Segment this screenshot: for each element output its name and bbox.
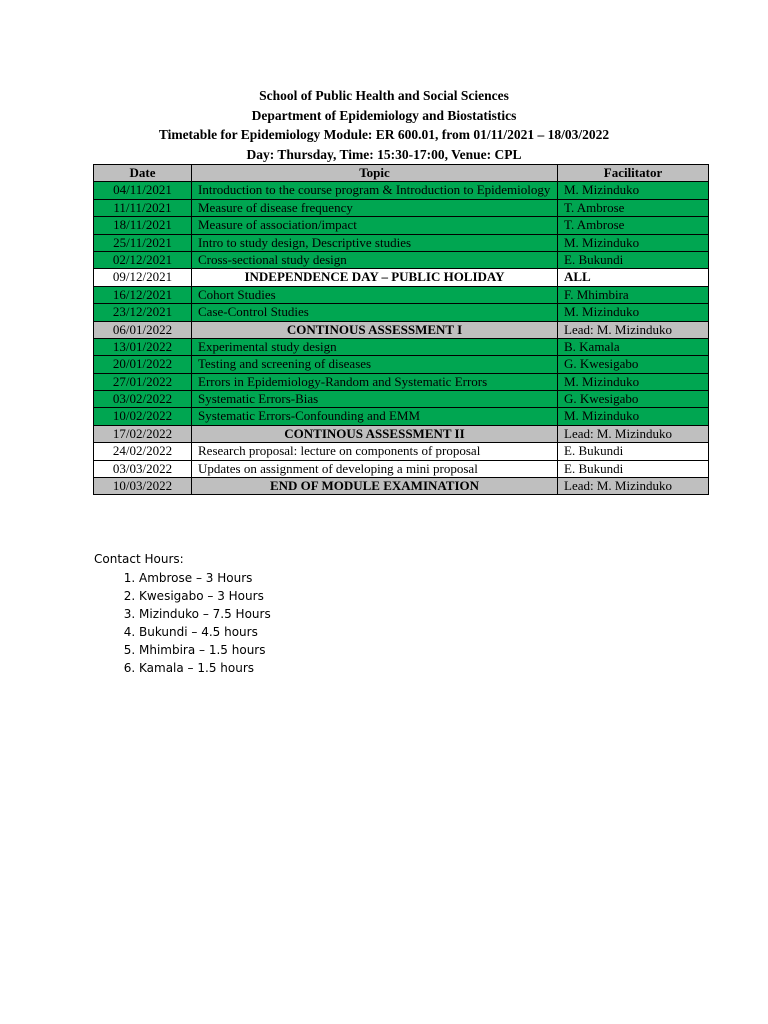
facilitator-cell: Lead: M. Mizinduko: [558, 425, 709, 442]
facilitator-cell: Lead: M. Mizinduko: [558, 321, 709, 338]
topic-cell: Measure of association/impact: [192, 217, 558, 234]
table-row: [94, 269, 709, 286]
facilitator-cell: M. Mizinduko: [558, 234, 709, 251]
table-row: [94, 408, 709, 425]
column-header-date: Date: [94, 165, 192, 182]
school-name: School of Public Health and Social Sciences: [259, 88, 509, 103]
schedule-info: Day: Thursday, Time: 15:30-17:00, Venue: CPL: [246, 146, 522, 162]
date-cell: 03/02/2022: [94, 391, 192, 408]
column-header-topic: Topic: [192, 165, 558, 182]
topic-cell: Measure of disease frequency: [192, 199, 558, 216]
topic-cell: Experimental study design: [192, 338, 558, 355]
facilitator-cell: ALL: [558, 269, 709, 286]
facilitator-cell: Lead: M. Mizinduko: [558, 478, 709, 495]
topic-cell: CONTINOUS ASSESSMENT I: [192, 321, 558, 338]
table-row: [94, 391, 709, 408]
facilitator-cell: F. Mhimbira: [558, 286, 709, 303]
date-cell: 03/03/2022: [94, 460, 192, 477]
facilitator-cell: M. Mizinduko: [558, 182, 709, 199]
table-row: [94, 199, 709, 216]
department-name: Department of Epidemiology and Biostatistics: [251, 107, 517, 123]
topic-cell: Research proposal: lecture on components of proposal: [192, 443, 558, 460]
topic-cell: Systematic Errors-Confounding and EMM: [192, 408, 558, 425]
facilitator-cell: M. Mizinduko: [558, 373, 709, 390]
facilitator-cell: E. Bukundi: [558, 443, 709, 460]
date-cell: 23/12/2021: [94, 304, 192, 321]
facilitator-cell: G. Kwesigabo: [558, 391, 709, 408]
list-item: 1. Ambrose – 3 Hours: [139, 569, 271, 587]
document-heading: [0, 86, 768, 164]
table-row: [94, 321, 709, 338]
date-cell: 20/01/2022: [94, 356, 192, 373]
facilitator-cell: E. Bukundi: [558, 251, 709, 268]
topic-cell: Cohort Studies: [192, 286, 558, 303]
table-row: [94, 356, 709, 373]
contact-hours-title: Contact Hours:: [94, 552, 184, 566]
table-row: [94, 217, 709, 234]
table-row: [94, 478, 709, 495]
facilitator-cell: T. Ambrose: [558, 217, 709, 234]
date-cell: 11/11/2021: [94, 199, 192, 216]
date-cell: 17/02/2022: [94, 425, 192, 442]
date-cell: 09/12/2021: [94, 269, 192, 286]
table-row: [94, 304, 709, 321]
table-row: [94, 460, 709, 477]
list-item: 2. Kwesigabo – 3 Hours: [139, 587, 271, 605]
facilitator-cell: G. Kwesigabo: [558, 356, 709, 373]
date-cell: 18/11/2021: [94, 217, 192, 234]
contact-hours: [94, 551, 271, 677]
date-cell: 25/11/2021: [94, 234, 192, 251]
topic-cell: Introduction to the course program & Introduction to Epidemiology: [192, 182, 558, 199]
topic-cell: Updates on assignment of developing a mini proposal: [192, 460, 558, 477]
contact-hours-list: [94, 569, 271, 677]
table-row: [94, 425, 709, 442]
date-cell: 27/01/2022: [94, 373, 192, 390]
table-row: [94, 286, 709, 303]
timetable: [93, 164, 709, 495]
facilitator-cell: T. Ambrose: [558, 199, 709, 216]
date-cell: 10/03/2022: [94, 478, 192, 495]
table-row: [94, 373, 709, 390]
topic-cell: INDEPENDENCE DAY – PUBLIC HOLIDAY: [192, 269, 558, 286]
list-item: 4. Bukundi – 4.5 hours: [139, 623, 271, 641]
timetable-title: Timetable for Epidemiology Module: ER 600.01, from 01/11/2021 – 18/03/2022: [158, 127, 610, 142]
topic-cell: Cross-sectional study design: [192, 251, 558, 268]
table-row: [94, 182, 709, 199]
topic-cell: Intro to study design, Descriptive studies: [192, 234, 558, 251]
column-header-facilitator: Facilitator: [558, 165, 709, 182]
table-row: [94, 234, 709, 251]
date-cell: 06/01/2022: [94, 321, 192, 338]
list-item: 5. Mhimbira – 1.5 hours: [139, 641, 271, 659]
date-cell: 24/02/2022: [94, 443, 192, 460]
topic-cell: Case-Control Studies: [192, 304, 558, 321]
date-cell: 13/01/2022: [94, 338, 192, 355]
topic-cell: END OF MODULE EXAMINATION: [192, 478, 558, 495]
date-cell: 04/11/2021: [94, 182, 192, 199]
facilitator-cell: M. Mizinduko: [558, 408, 709, 425]
facilitator-cell: B. Kamala: [558, 338, 709, 355]
table-row: [94, 338, 709, 355]
date-cell: 16/12/2021: [94, 286, 192, 303]
list-item: 3. Mizinduko – 7.5 Hours: [139, 605, 271, 623]
list-item: 6. Kamala – 1.5 hours: [139, 659, 271, 677]
table-header-row: [94, 165, 709, 182]
topic-cell: Errors in Epidemiology-Random and Systematic Errors: [192, 373, 558, 390]
topic-cell: Systematic Errors-Bias: [192, 391, 558, 408]
date-cell: 02/12/2021: [94, 251, 192, 268]
facilitator-cell: E. Bukundi: [558, 460, 709, 477]
topic-cell: CONTINOUS ASSESSMENT II: [192, 425, 558, 442]
table-row: [94, 251, 709, 268]
table-row: [94, 443, 709, 460]
facilitator-cell: M. Mizinduko: [558, 304, 709, 321]
topic-cell: Testing and screening of diseases: [192, 356, 558, 373]
date-cell: 10/02/2022: [94, 408, 192, 425]
